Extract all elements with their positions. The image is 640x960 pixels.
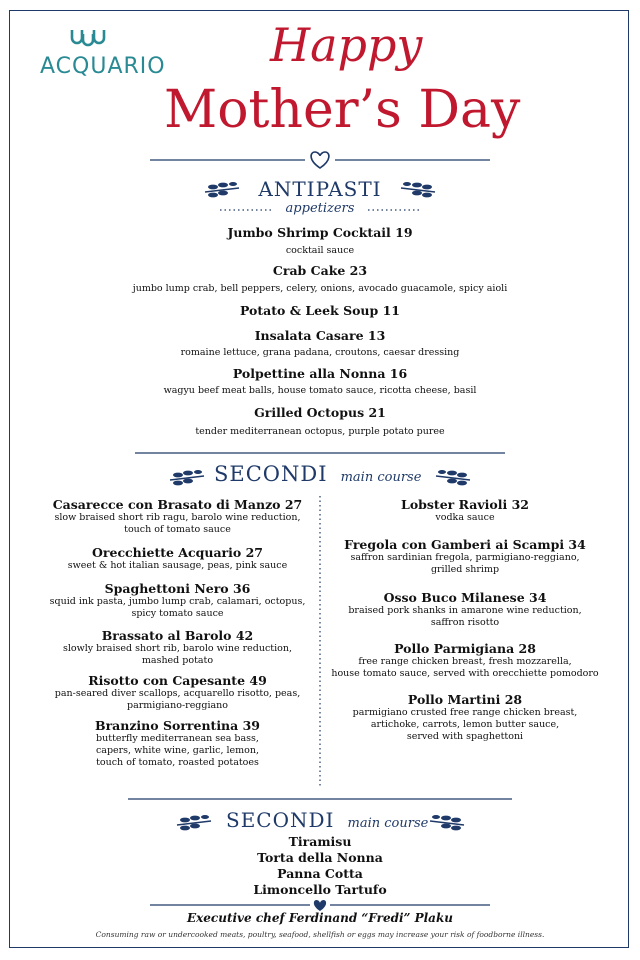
menu-item-description: saffron sardinian fregola, parmigiano-reggiano, bbox=[350, 552, 580, 563]
menu-item-description: jumbo lump crab, bell peppers, celery, onions, avocado guacamole, spicy aioli bbox=[132, 283, 508, 294]
menu-item bbox=[40, 718, 315, 769]
menu-item-description: artichoke, carrots, lemon butter sauce, bbox=[370, 719, 560, 730]
menu-item bbox=[325, 590, 605, 629]
menu-item-description: spicy tomato sauce bbox=[131, 608, 224, 619]
menu-item-name: Polpettine alla Nonna 16 bbox=[232, 366, 408, 381]
menu-item-name: Branzino Sorrentina 39 bbox=[95, 718, 260, 733]
menu-item-name: Fregola con Gamberi ai Scampi 34 bbox=[344, 537, 586, 552]
dolci-title: SECONDI bbox=[226, 808, 335, 832]
menu-item-description: tender mediterranean octopus, purple potato puree bbox=[195, 426, 445, 437]
menu-item-description: touch of tomato sauce bbox=[124, 524, 231, 535]
logo-wave-icon bbox=[68, 28, 108, 50]
menu-item-description: pan-seared diver scallops, acquarello risotto, peas, bbox=[54, 688, 301, 699]
right-laurel-icon bbox=[428, 813, 466, 833]
menu-item-description: saffron risotto bbox=[430, 617, 500, 628]
heart-icon bbox=[311, 152, 329, 168]
menu-item-description: braised pork shanks in amarone wine reduction, bbox=[348, 605, 582, 616]
secondi-subtitle: main course bbox=[340, 470, 422, 485]
menu-item-description: vodka sauce bbox=[435, 512, 495, 523]
menu-item-description: sweet & hot italian sausage, peas, pink sauce bbox=[67, 560, 288, 571]
menu-item bbox=[40, 545, 315, 572]
menu-item-description: house tomato sauce, served with orecchiette pomodoro bbox=[331, 668, 599, 679]
secondi-right-column bbox=[325, 497, 605, 743]
menu-item bbox=[40, 673, 315, 712]
menu-item-name: Orecchiette Acquario 27 bbox=[92, 545, 263, 560]
menu-item-description: squid ink pasta, jumbo lump crab, calamari, octopus, bbox=[49, 596, 306, 607]
heart-divider bbox=[150, 148, 490, 172]
section-rule bbox=[128, 797, 512, 801]
dolci-header bbox=[226, 808, 428, 832]
menu-item-description: slow braised short rib ragu, barolo wine reduction, bbox=[54, 512, 301, 523]
menu-item bbox=[40, 581, 315, 620]
headline-mothers-day: Mother’s Day bbox=[164, 80, 521, 140]
right-laurel-icon bbox=[434, 468, 472, 488]
menu-item-description: mashed potato bbox=[141, 655, 214, 666]
menu-item-description: parmigiano-reggiano bbox=[126, 700, 229, 711]
menu-item-name: Spaghettoni Nero 36 bbox=[104, 581, 251, 596]
column-divider bbox=[318, 496, 322, 786]
menu-item-name: Pollo Martini 28 bbox=[407, 692, 523, 707]
secondi-header bbox=[214, 462, 421, 486]
antipasti-title: ANTIPASTI bbox=[258, 177, 382, 201]
executive-chef-credit: Executive chef Ferdinand “Fredi” Plaku bbox=[186, 911, 453, 925]
menu-item-description: wagyu beef meat balls, house tomato sauce, ricotta cheese, basil bbox=[163, 385, 477, 396]
menu-item bbox=[325, 641, 605, 680]
menu-item bbox=[325, 497, 605, 524]
dessert-item: Limoncello Tartufo bbox=[253, 882, 387, 897]
menu-item-description: served with spaghettoni bbox=[406, 731, 524, 742]
secondi-left-column bbox=[40, 497, 315, 769]
menu-item-description: butterfly mediterranean sea bass, bbox=[96, 733, 259, 744]
menu-item-name: Brassato al Barolo 42 bbox=[101, 628, 254, 643]
menu-item-name: Grilled Octopus 21 bbox=[254, 405, 386, 420]
dessert-item: Tiramisu bbox=[288, 834, 352, 849]
menu-item-name: Lobster Ravioli 32 bbox=[401, 497, 529, 512]
left-laurel-icon bbox=[175, 813, 213, 833]
menu-item-name: Osso Buco Milanese 34 bbox=[383, 590, 547, 605]
dessert-item: Torta della Nonna bbox=[257, 850, 383, 865]
menu-item-name: Casarecce con Brasato di Manzo 27 bbox=[52, 497, 303, 512]
menu-item bbox=[325, 537, 605, 576]
menu-item-description: grilled shrimp bbox=[430, 564, 500, 575]
health-disclaimer: Consuming raw or undercooked meats, poultry, seafood, shellfish or eggs may increase your risk of foodborne illness. bbox=[95, 930, 545, 939]
left-laurel-icon bbox=[168, 468, 206, 488]
acquario-logo bbox=[40, 28, 180, 88]
menu-item-name: Pollo Parmigiana 28 bbox=[394, 641, 536, 656]
menu-item-name: Jumbo Shrimp Cocktail 19 bbox=[227, 225, 413, 240]
menu-item-description: touch of tomato, roasted potatoes bbox=[96, 757, 259, 768]
menu-item-description: slowly braised short rib, barolo wine reduction, bbox=[62, 643, 293, 654]
headline-happy: Happy bbox=[270, 18, 423, 72]
menu-item bbox=[40, 628, 315, 667]
menu-item-description: cocktail sauce bbox=[285, 245, 355, 256]
menu-item bbox=[40, 497, 315, 536]
menu-item-name: Insalata Casare 13 bbox=[254, 328, 386, 343]
logo-text: ACQUARIO bbox=[40, 54, 166, 79]
menu-item-description: romaine lettuce, grana padana, croutons, caesar dressing bbox=[180, 347, 460, 358]
menu-item-name: Potato & Leek Soup 11 bbox=[239, 303, 401, 318]
menu-item-name: Risotto con Capesante 49 bbox=[88, 673, 267, 688]
section-rule bbox=[135, 451, 505, 455]
menu-item-description: free range chicken breast, fresh mozzarella, bbox=[358, 656, 572, 667]
dolci-subtitle: main course bbox=[347, 816, 429, 831]
secondi-title: SECONDI bbox=[214, 462, 328, 486]
menu-item-name: Crab Cake 23 bbox=[272, 263, 368, 278]
menu-item-description: capers, white wine, garlic, lemon, bbox=[95, 745, 260, 756]
dessert-item: Panna Cotta bbox=[277, 866, 363, 881]
menu-item-description: parmigiano crusted free range chicken breast, bbox=[352, 707, 578, 718]
menu-item bbox=[325, 692, 605, 743]
antipasti-subtitle: appetizers bbox=[285, 201, 355, 216]
heart-icon bbox=[314, 900, 326, 911]
